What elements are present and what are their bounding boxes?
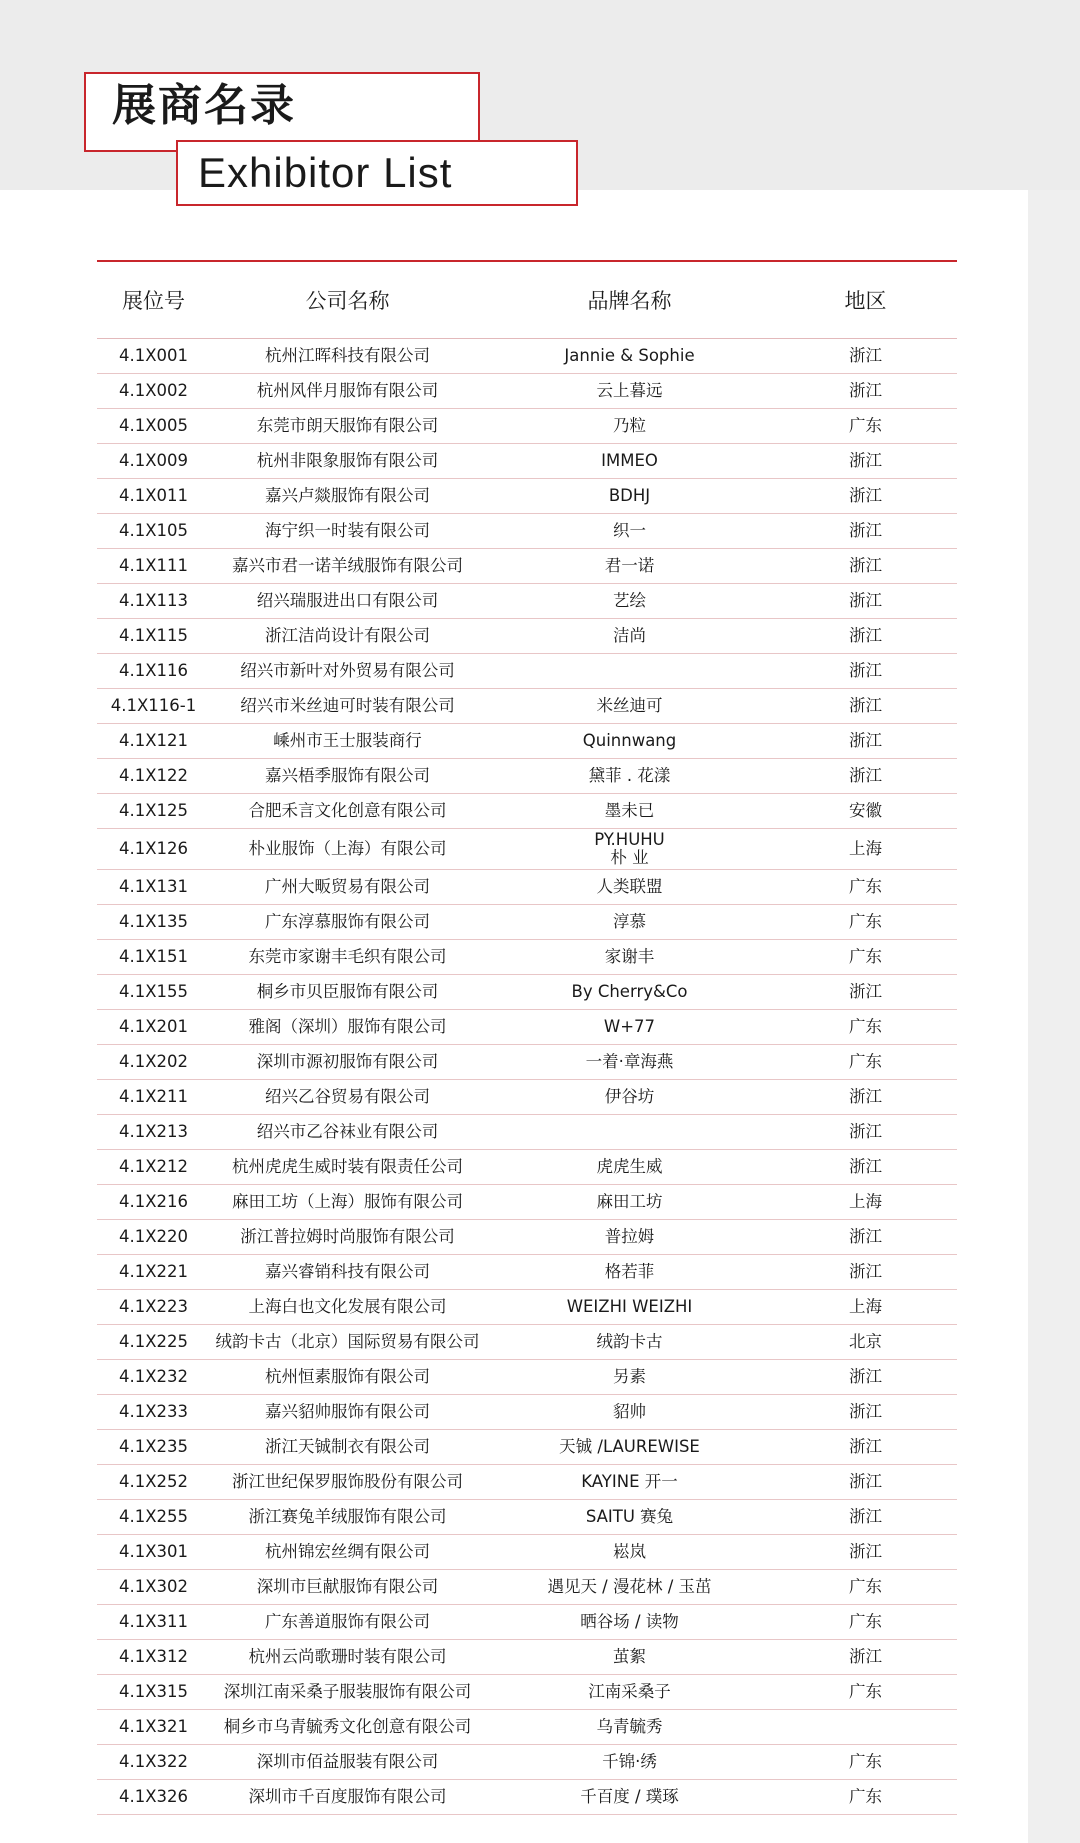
region-cell: 浙江 <box>774 1500 957 1535</box>
brand-cell: 崧岚 <box>485 1535 774 1570</box>
booth-cell: 4.1X125 <box>97 794 210 829</box>
brand-cell: Quinnwang <box>485 724 774 759</box>
region-cell: 上海 <box>774 1185 957 1220</box>
brand-cell: 茧絮 <box>485 1640 774 1675</box>
brand-cell: 洁尚 <box>485 619 774 654</box>
brand-cell: 艺绘 <box>485 584 774 619</box>
table-row <box>97 1500 957 1535</box>
company-cell: 嘉兴市君一诺羊绒服饰有限公司 <box>210 549 485 584</box>
booth-cell: 4.1X315 <box>97 1675 210 1710</box>
table-row <box>97 444 957 479</box>
region-cell: 广东 <box>774 1010 957 1045</box>
region-cell: 浙江 <box>774 374 957 409</box>
table-row <box>97 1570 957 1605</box>
company-cell: 绍兴瑞服进出口有限公司 <box>210 584 485 619</box>
brand-cell: 人类联盟 <box>485 870 774 905</box>
company-cell: 绍兴市新叶对外贸易有限公司 <box>210 654 485 689</box>
company-cell: 上海白也文化发展有限公司 <box>210 1290 485 1325</box>
brand-cell: 普拉姆 <box>485 1220 774 1255</box>
brand-cell: 绒韵卡古 <box>485 1325 774 1360</box>
brand-cell: 织一 <box>485 514 774 549</box>
region-cell: 浙江 <box>774 1640 957 1675</box>
region-cell <box>774 1710 957 1745</box>
company-cell: 杭州虎虎生威时装有限责任公司 <box>210 1150 485 1185</box>
booth-cell: 4.1X233 <box>97 1395 210 1430</box>
table-row <box>97 724 957 759</box>
region-cell: 浙江 <box>774 1395 957 1430</box>
booth-cell: 4.1X201 <box>97 1010 210 1045</box>
table-row <box>97 1780 957 1815</box>
table-row <box>97 1045 957 1080</box>
brand-cell: 墨未已 <box>485 794 774 829</box>
table-row <box>97 1465 957 1500</box>
booth-cell: 4.1X312 <box>97 1640 210 1675</box>
table-row <box>97 1745 957 1780</box>
booth-cell: 4.1X311 <box>97 1605 210 1640</box>
region-cell: 广东 <box>774 905 957 940</box>
region-cell: 浙江 <box>774 759 957 794</box>
table-row <box>97 1360 957 1395</box>
region-cell: 上海 <box>774 829 957 870</box>
company-cell: 绍兴市乙谷袜业有限公司 <box>210 1115 485 1150</box>
region-cell: 广东 <box>774 1045 957 1080</box>
region-cell: 广东 <box>774 1605 957 1640</box>
booth-cell: 4.1X232 <box>97 1360 210 1395</box>
exhibitor-table-container <box>97 260 957 1815</box>
booth-cell: 4.1X202 <box>97 1045 210 1080</box>
region-cell: 浙江 <box>774 1220 957 1255</box>
table-row <box>97 1710 957 1745</box>
company-cell: 杭州云尚歌珊时装有限公司 <box>210 1640 485 1675</box>
company-cell: 合肥禾言文化创意有限公司 <box>210 794 485 829</box>
booth-cell: 4.1X135 <box>97 905 210 940</box>
region-cell: 浙江 <box>774 1080 957 1115</box>
column-header-company: 公司名称 <box>210 262 485 339</box>
region-cell: 广东 <box>774 940 957 975</box>
brand-cell: 晒谷场 / 读物 <box>485 1605 774 1640</box>
booth-cell: 4.1X252 <box>97 1465 210 1500</box>
booth-cell: 4.1X111 <box>97 549 210 584</box>
booth-cell: 4.1X105 <box>97 514 210 549</box>
brand-cell <box>485 1115 774 1150</box>
brand-cell: 云上暮远 <box>485 374 774 409</box>
region-cell: 浙江 <box>774 619 957 654</box>
company-cell: 浙江天铖制衣有限公司 <box>210 1430 485 1465</box>
region-cell: 浙江 <box>774 584 957 619</box>
table-row <box>97 1605 957 1640</box>
booth-cell: 4.1X116-1 <box>97 689 210 724</box>
booth-cell: 4.1X009 <box>97 444 210 479</box>
table-row <box>97 1255 957 1290</box>
table-header-row <box>97 262 957 339</box>
brand-cell: SAITU 赛兔 <box>485 1500 774 1535</box>
region-cell: 北京 <box>774 1325 957 1360</box>
brand-cell: 淳慕 <box>485 905 774 940</box>
brand-cell: 黛菲 . 花漾 <box>485 759 774 794</box>
page-title-en: Exhibitor List <box>176 140 578 206</box>
table-row <box>97 689 957 724</box>
company-cell: 广东善道服饰有限公司 <box>210 1605 485 1640</box>
company-cell: 嘉兴貂帅服饰有限公司 <box>210 1395 485 1430</box>
table-row <box>97 905 957 940</box>
region-cell: 浙江 <box>774 689 957 724</box>
brand-cell: By Cherry&Co <box>485 975 774 1010</box>
booth-cell: 4.1X223 <box>97 1290 210 1325</box>
brand-cell: 江南采桑子 <box>485 1675 774 1710</box>
company-cell: 杭州锦宏丝绸有限公司 <box>210 1535 485 1570</box>
company-cell: 广东淳慕服饰有限公司 <box>210 905 485 940</box>
brand-cell: BDHJ <box>485 479 774 514</box>
brand-cell: Jannie & Sophie <box>485 339 774 374</box>
table-row <box>97 1290 957 1325</box>
region-cell: 浙江 <box>774 514 957 549</box>
company-cell: 海宁织一时装有限公司 <box>210 514 485 549</box>
booth-cell: 4.1X113 <box>97 584 210 619</box>
brand-cell: 家谢丰 <box>485 940 774 975</box>
region-cell: 广东 <box>774 870 957 905</box>
booth-cell: 4.1X302 <box>97 1570 210 1605</box>
table-row <box>97 339 957 374</box>
company-cell: 嘉兴卢燚服饰有限公司 <box>210 479 485 514</box>
company-cell: 雅阁（深圳）服饰有限公司 <box>210 1010 485 1045</box>
booth-cell: 4.1X211 <box>97 1080 210 1115</box>
company-cell: 嵊州市王士服装商行 <box>210 724 485 759</box>
table-row <box>97 1395 957 1430</box>
brand-cell: WEIZHI WEIZHI <box>485 1290 774 1325</box>
booth-cell: 4.1X155 <box>97 975 210 1010</box>
table-row <box>97 1150 957 1185</box>
table-row <box>97 1185 957 1220</box>
column-header-booth: 展位号 <box>97 262 210 339</box>
brand-cell: IMMEO <box>485 444 774 479</box>
table-row <box>97 759 957 794</box>
table-row <box>97 1675 957 1710</box>
brand-cell: 乌青毓秀 <box>485 1710 774 1745</box>
company-cell: 浙江世纪保罗服饰股份有限公司 <box>210 1465 485 1500</box>
company-cell: 嘉兴睿销科技有限公司 <box>210 1255 485 1290</box>
brand-cell: 米丝迪可 <box>485 689 774 724</box>
table-row <box>97 940 957 975</box>
table-row <box>97 409 957 444</box>
region-cell: 广东 <box>774 1570 957 1605</box>
brand-cell: W+77 <box>485 1010 774 1045</box>
booth-cell: 4.1X011 <box>97 479 210 514</box>
column-header-region: 地区 <box>774 262 957 339</box>
table-row <box>97 654 957 689</box>
region-cell: 广东 <box>774 1780 957 1815</box>
booth-cell: 4.1X321 <box>97 1710 210 1745</box>
booth-cell: 4.1X301 <box>97 1535 210 1570</box>
brand-cell: PY.HUHU 朴 业 <box>485 829 774 870</box>
table-row <box>97 975 957 1010</box>
company-cell: 绒韵卡古（北京）国际贸易有限公司 <box>210 1325 485 1360</box>
company-cell: 朴业服饰（上海）有限公司 <box>210 829 485 870</box>
brand-cell: 格若菲 <box>485 1255 774 1290</box>
region-cell: 浙江 <box>774 479 957 514</box>
company-cell: 绍兴乙谷贸易有限公司 <box>210 1080 485 1115</box>
region-cell: 广东 <box>774 409 957 444</box>
region-cell: 浙江 <box>774 549 957 584</box>
region-cell: 浙江 <box>774 1430 957 1465</box>
region-cell: 广东 <box>774 1675 957 1710</box>
table-row <box>97 1010 957 1045</box>
brand-cell: 千百度 / 璞琢 <box>485 1780 774 1815</box>
company-cell: 桐乡市乌青毓秀文化创意有限公司 <box>210 1710 485 1745</box>
company-cell: 深圳江南采桑子服装服饰有限公司 <box>210 1675 485 1710</box>
brand-cell: 君一诺 <box>485 549 774 584</box>
booth-cell: 4.1X122 <box>97 759 210 794</box>
table-row <box>97 1080 957 1115</box>
company-cell: 麻田工坊（上海）服饰有限公司 <box>210 1185 485 1220</box>
exhibitor-table <box>97 262 957 1815</box>
region-cell: 浙江 <box>774 1255 957 1290</box>
brand-cell: 天铖 /LAUREWISE <box>485 1430 774 1465</box>
company-cell: 绍兴市米丝迪可时装有限公司 <box>210 689 485 724</box>
company-cell: 深圳市千百度服饰有限公司 <box>210 1780 485 1815</box>
table-row <box>97 794 957 829</box>
booth-cell: 4.1X255 <box>97 1500 210 1535</box>
table-row <box>97 374 957 409</box>
region-cell: 浙江 <box>774 654 957 689</box>
brand-cell: 伊谷坊 <box>485 1080 774 1115</box>
table-row <box>97 1220 957 1255</box>
company-cell: 杭州非限象服饰有限公司 <box>210 444 485 479</box>
company-cell: 东莞市家谢丰毛织有限公司 <box>210 940 485 975</box>
company-cell: 杭州风伴月服饰有限公司 <box>210 374 485 409</box>
booth-cell: 4.1X115 <box>97 619 210 654</box>
brand-cell: 麻田工坊 <box>485 1185 774 1220</box>
company-cell: 嘉兴梧季服饰有限公司 <box>210 759 485 794</box>
brand-cell: 千锦·绣 <box>485 1745 774 1780</box>
region-cell: 上海 <box>774 1290 957 1325</box>
region-cell: 浙江 <box>774 1360 957 1395</box>
page-title-cn: 展商名录 <box>84 72 480 152</box>
booth-cell: 4.1X220 <box>97 1220 210 1255</box>
booth-cell: 4.1X001 <box>97 339 210 374</box>
booth-cell: 4.1X213 <box>97 1115 210 1150</box>
table-row <box>97 549 957 584</box>
table-row <box>97 1535 957 1570</box>
booth-cell: 4.1X326 <box>97 1780 210 1815</box>
booth-cell: 4.1X235 <box>97 1430 210 1465</box>
region-cell: 浙江 <box>774 1115 957 1150</box>
booth-cell: 4.1X151 <box>97 940 210 975</box>
region-cell: 浙江 <box>774 1465 957 1500</box>
region-cell: 浙江 <box>774 1535 957 1570</box>
region-cell: 浙江 <box>774 975 957 1010</box>
company-cell: 深圳市佰益服装有限公司 <box>210 1745 485 1780</box>
page-edge <box>1028 190 1080 1843</box>
booth-cell: 4.1X225 <box>97 1325 210 1360</box>
company-cell: 深圳市源初服饰有限公司 <box>210 1045 485 1080</box>
table-row <box>97 829 957 870</box>
region-cell: 浙江 <box>774 724 957 759</box>
region-cell: 浙江 <box>774 339 957 374</box>
company-cell: 浙江普拉姆时尚服饰有限公司 <box>210 1220 485 1255</box>
brand-cell: 虎虎生威 <box>485 1150 774 1185</box>
brand-cell: 貂帅 <box>485 1395 774 1430</box>
brand-cell <box>485 654 774 689</box>
company-cell: 杭州恒素服饰有限公司 <box>210 1360 485 1395</box>
brand-cell: 一着·章海燕 <box>485 1045 774 1080</box>
brand-cell: 乃粒 <box>485 409 774 444</box>
region-cell: 广东 <box>774 1745 957 1780</box>
booth-cell: 4.1X221 <box>97 1255 210 1290</box>
booth-cell: 4.1X212 <box>97 1150 210 1185</box>
booth-cell: 4.1X322 <box>97 1745 210 1780</box>
company-cell: 桐乡市贝臣服饰有限公司 <box>210 975 485 1010</box>
booth-cell: 4.1X121 <box>97 724 210 759</box>
booth-cell: 4.1X216 <box>97 1185 210 1220</box>
company-cell: 深圳市巨献服饰有限公司 <box>210 1570 485 1605</box>
table-row <box>97 584 957 619</box>
brand-cell: 另素 <box>485 1360 774 1395</box>
region-cell: 浙江 <box>774 1150 957 1185</box>
booth-cell: 4.1X126 <box>97 829 210 870</box>
company-cell: 广州大畈贸易有限公司 <box>210 870 485 905</box>
booth-cell: 4.1X002 <box>97 374 210 409</box>
table-row <box>97 1325 957 1360</box>
booth-cell: 4.1X005 <box>97 409 210 444</box>
region-cell: 安徽 <box>774 794 957 829</box>
company-cell: 东莞市朗天服饰有限公司 <box>210 409 485 444</box>
column-header-brand: 品牌名称 <box>485 262 774 339</box>
company-cell: 浙江洁尚设计有限公司 <box>210 619 485 654</box>
booth-cell: 4.1X131 <box>97 870 210 905</box>
region-cell: 浙江 <box>774 444 957 479</box>
table-row <box>97 870 957 905</box>
company-cell: 浙江赛兔羊绒服饰有限公司 <box>210 1500 485 1535</box>
table-row <box>97 1430 957 1465</box>
table-row <box>97 1640 957 1675</box>
table-row <box>97 1115 957 1150</box>
brand-cell: KAYINE 开一 <box>485 1465 774 1500</box>
company-cell: 杭州江晖科技有限公司 <box>210 339 485 374</box>
table-row <box>97 479 957 514</box>
table-row <box>97 619 957 654</box>
brand-cell: 遇见天 / 漫花林 / 玉茁 <box>485 1570 774 1605</box>
booth-cell: 4.1X116 <box>97 654 210 689</box>
table-row <box>97 514 957 549</box>
